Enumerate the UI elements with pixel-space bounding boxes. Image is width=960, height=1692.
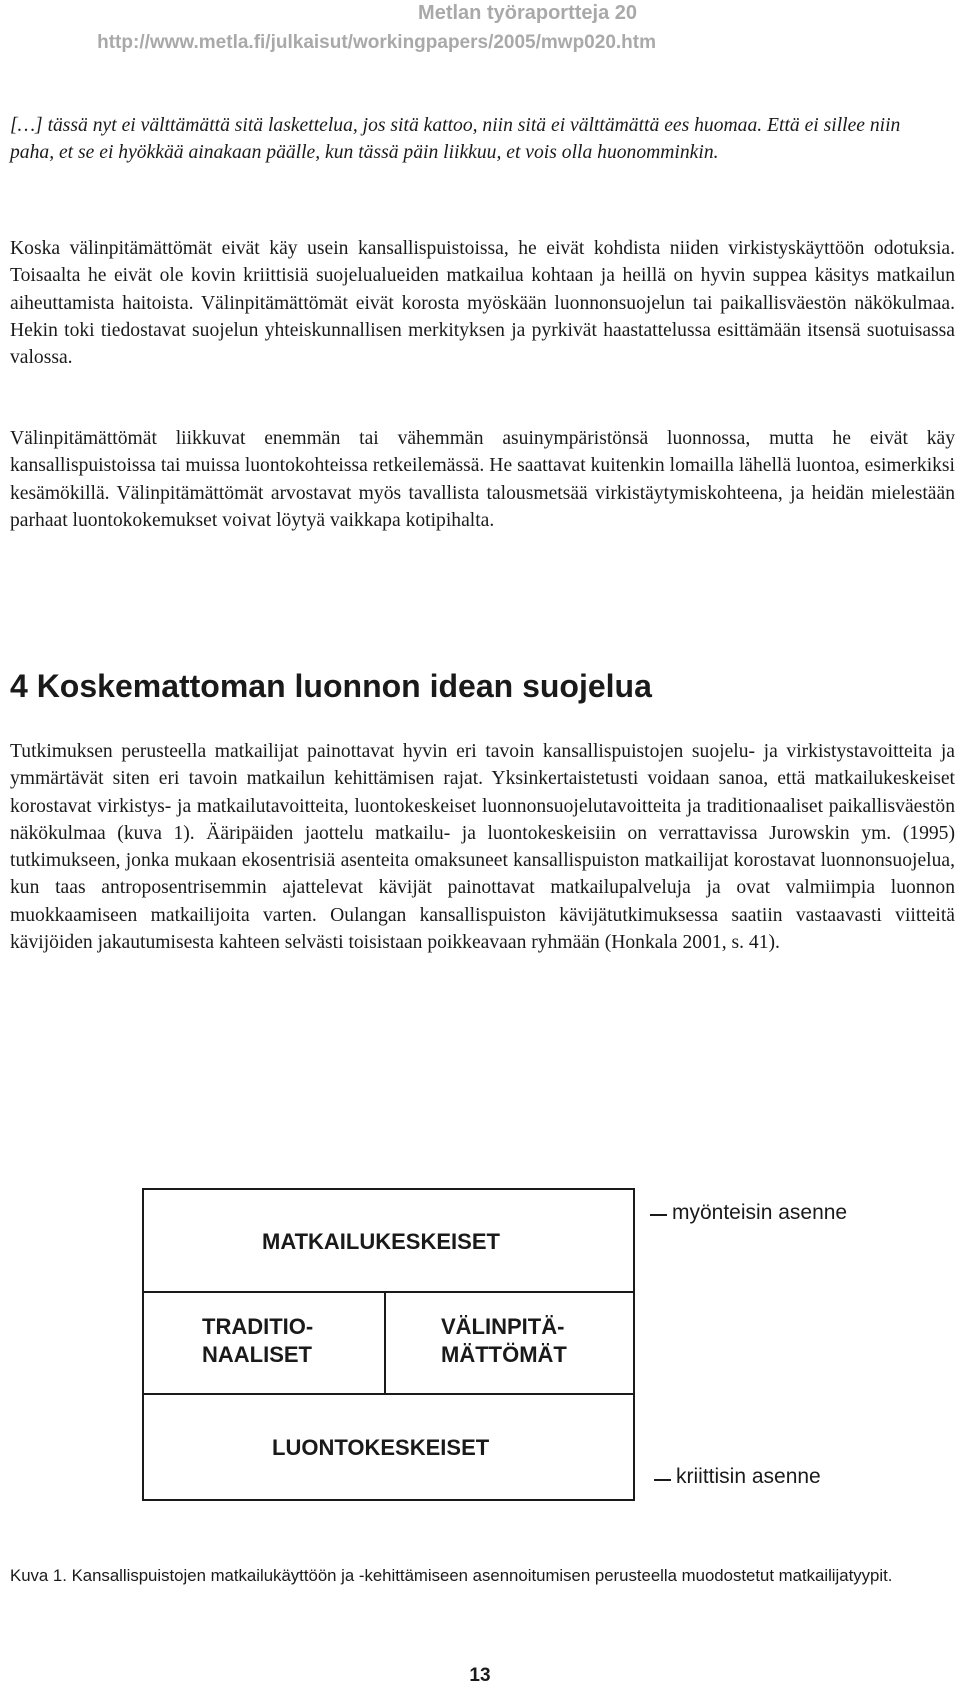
series-url[interactable]: http://www.metla.fi/julkaisut/workingpapers/2005/mwp020.htm (97, 32, 656, 53)
label-positive-attitude: myönteisin asenne (672, 1201, 848, 1224)
body-paragraph-1: Koska välinpitämättömät eivät käy usein kansallispuistoissa, he eivät kohdista niiden virkistyskäyttöön odotuksia. Toisaalta he eivät ole kovin kriittisiä suojelualueiden matkailua kohtaan ja heillä on hyvin suppea käsitys matkailun aiheuttamista haitoista. Välinpitämättömät eivät korosta myöskään luonnonsuojelun tai paikallisväestön näkökulmaa. Hekin toki tiedostavat suojelun yhteiskunnallisen merkityksen ja pyrkivät haastattelussa esittämään itsensä suotuisassa valossa. (10, 238, 955, 369)
section-paragraph: Tutkimuksen perusteella matkailijat painottavat hyvin eri tavoin kansallispuistojen suojelu- ja virkistystavoitteita ja ymmärtävät siten eri tavoin matkailun kehittämisen rajat. Yksinkertaistetusti voidaan sanoa, että matkailukeskeiset korostavat virkistys- ja matkailutavoitteita, luontokeskeiset luonnonsuojelutavoitteita ja traditionaaliset paikallisväestön näkökulmaa (kuva 1). Ääripäiden jaottelu matkailu- ja luontokeskeisiin on verrattavissa Jurowskin ym. (1995) tutkimukseen, jonka mukaan ekosentrisiä asenteita omaksuneet kansallispuiston matkailijat korostavat luonnonsuojelua, kun taas antroposentrisemmin ajattelevat kävijät painottavat matkailupalveluja ja ovat valmiimpia luonnon muokkaamiseen matkailijoita varten. Oulangan kansallispuiston kävijätutkimuksessa saatiin vastaavasti viitteitä kävijöiden jakautumisesta kahteen selvästi toisistaan poikkeavaan ryhmään (Honkala 2001, s. 41). (10, 741, 955, 954)
figure-caption: Kuva 1. Kansallispuistojen matkailukäyttöön ja -kehittämiseen asennoitumisen perusteella muodostetut matkailijatyypit. (10, 1566, 893, 1585)
box-matkailukeskeiset: MATKAILUKESKEISET (262, 1229, 500, 1254)
box-traditionaaliset-line2: NAALISET (202, 1342, 312, 1367)
box-valinpitamattomat-line2: MÄTTÖMÄT (441, 1342, 567, 1367)
interview-quote: […] tässä nyt ei välttämättä sitä laskettelua, jos sitä kattoo, niin sitä ei välttämättä ees huomaa. Että ei sillee niin paha, et se ei hyökkää ainakaan päälle, kun tässä päin liikkuu, et vois olla huonomminkin. (10, 115, 901, 164)
box-traditionaaliset (202, 1313, 313, 1369)
box-valinpitamattomat (441, 1313, 567, 1369)
page-number: 13 (469, 1665, 491, 1686)
box-traditionaaliset-line1: TRADITIO- (202, 1314, 314, 1339)
dash-positive (650, 1214, 667, 1216)
section-heading: 4 Koskemattoman luonnon idean suojelua (10, 668, 652, 704)
body-paragraph-2: Välinpitämättömät liikkuvat enemmän tai vähemmän asuinympäristönsä luonnossa, mutta he eivät käy kansallispuistoissa tai muissa luontokohteissa retkeilemässä. He saattavat kuitenkin lomailla lähellä luontoa, esimerkiksi kesämökillä. Välinpitämättömät arvostavat myös tavallista talousmetsää virkistäytymiskohteena, ja heidän mielestään parhaat luontokokemukset voivat löytyä vaikkapa kotipihalta. (10, 428, 955, 531)
label-critical-attitude: kriittisin asenne (676, 1465, 821, 1488)
dash-critical (654, 1479, 671, 1481)
box-luontokeskeiset: LUONTOKESKEISET (272, 1435, 490, 1460)
series-title: Metlan työraportteja 20 (418, 2, 637, 24)
box-valinpitamattomat-line1: VÄLINPITÄ- (441, 1314, 565, 1339)
